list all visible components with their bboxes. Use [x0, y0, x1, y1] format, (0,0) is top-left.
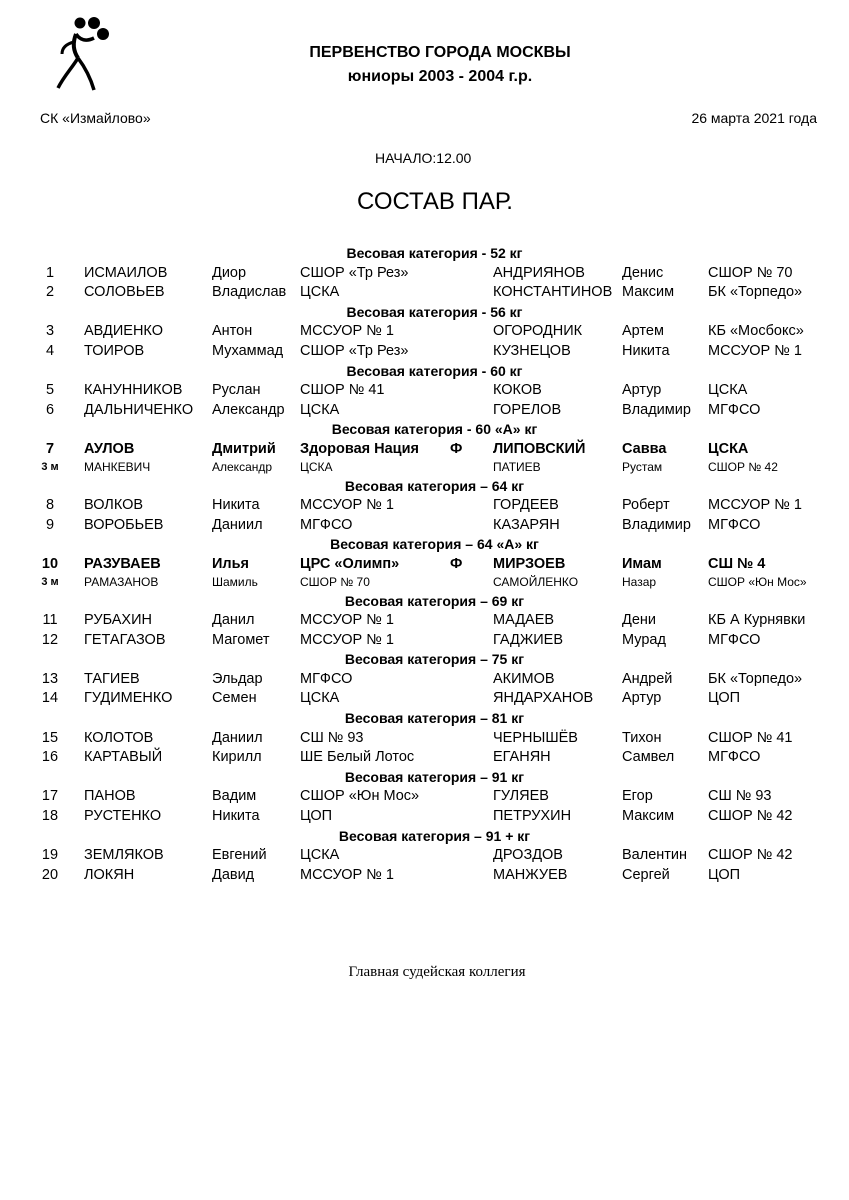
red-club: ЦСКА [300, 284, 340, 301]
blue-club: СШОР «Юн Мос» [708, 574, 807, 589]
bout-number: 14 [41, 690, 59, 707]
pairs-table [0, 244, 849, 885]
pair-row [0, 401, 849, 421]
blue-lastname: САМОЙЛЕНКО [493, 574, 579, 589]
weight-category-label: Весовая категория – 69 кг [344, 592, 525, 609]
weight-category-label: Весовая категория – 91 + кг [338, 827, 531, 844]
blue-club: МГФСО [708, 631, 761, 648]
pair-row [0, 496, 849, 516]
weight-category [0, 535, 849, 555]
bout-number: 17 [41, 788, 59, 805]
red-firstname: Руслан [212, 382, 261, 399]
red-lastname: РАЗУВАЕВ [84, 555, 161, 572]
blue-club: СШОР № 41 [708, 729, 793, 746]
blue-firstname: Мурад [622, 631, 666, 648]
red-lastname: ГУДИМЕНКО [84, 690, 173, 707]
red-firstname: Семен [212, 690, 257, 707]
bout-number: 9 [45, 516, 55, 533]
red-lastname: КАРТАВЫЙ [84, 749, 163, 766]
blue-firstname: Андрей [622, 670, 673, 687]
bout-number: 12 [41, 631, 59, 648]
document-subtitle: юниоры 2003 - 2004 г.р. [347, 68, 533, 85]
red-lastname: ВОРОБЬЕВ [84, 516, 164, 533]
pair-row [0, 670, 849, 690]
red-club: СШОР «Тр Рез» [300, 264, 409, 281]
red-firstname: Даниил [212, 516, 263, 533]
pair-row [0, 807, 849, 827]
bout-number: 4 [45, 342, 55, 359]
pair-row [0, 846, 849, 866]
weight-category [0, 827, 849, 847]
pair-row [0, 748, 849, 768]
blue-lastname: ДРОЗДОВ [493, 847, 563, 864]
red-lastname: СОЛОВЬЕВ [84, 284, 165, 301]
bout-number: 1 [45, 264, 55, 281]
blue-lastname: ГАДЖИЕВ [493, 631, 564, 648]
red-club: СШОР № 70 [300, 574, 370, 589]
start-time: НАЧАЛО:12.00 [375, 150, 472, 166]
blue-firstname: Егор [622, 788, 653, 805]
red-lastname: МАНКЕВИЧ [84, 459, 151, 474]
blue-club: БК «Торпедо» [708, 670, 803, 687]
red-club: МГФСО [300, 516, 353, 533]
date-label: 26 марта 2021 года [691, 110, 817, 126]
red-lastname: ТОИРОВ [84, 342, 145, 359]
weight-category-label: Весовая категория - 60 кг [346, 362, 523, 379]
red-club: МССУОР № 1 [300, 631, 394, 648]
red-lastname: ПАНОВ [84, 788, 136, 805]
final-mark: Ф [450, 555, 463, 572]
red-firstname: Давид [212, 866, 255, 883]
pair-row [0, 866, 849, 886]
pair-row [0, 689, 849, 709]
blue-lastname: МАДАЕВ [493, 612, 555, 629]
weight-category-label: Весовая категория – 75 кг [344, 651, 525, 668]
pair-row [0, 440, 849, 460]
bout-number: 3 [45, 323, 55, 340]
bout-number: 8 [45, 497, 55, 514]
blue-firstname: Никита [622, 342, 670, 359]
document-title: ПЕРВЕНСТВО ГОРОДА МОСКВЫ [309, 44, 571, 61]
weight-category-label: Весовая категория – 81 кг [344, 710, 525, 727]
blue-firstname: Рустам [622, 459, 663, 474]
blue-firstname: Имам [622, 555, 662, 572]
pair-row [0, 283, 849, 303]
red-lastname: ИСМАИЛОВ [84, 264, 168, 281]
blue-firstname: Артур [622, 382, 662, 399]
blue-club: СШ № 4 [708, 555, 766, 572]
red-club: СШОР «Юн Мос» [300, 788, 420, 805]
blue-firstname: Валентин [622, 847, 688, 864]
red-firstname: Мухаммад [212, 342, 284, 359]
blue-club: ЦСКА [708, 382, 748, 399]
red-lastname: АВДИЕНКО [84, 323, 163, 340]
weight-category-label: Весовая категория – 64 «А» кг [330, 536, 539, 553]
third-place-row [0, 575, 849, 592]
bout-number: 13 [41, 670, 59, 687]
blue-lastname: МАНЖУЕВ [493, 866, 568, 883]
weight-category [0, 420, 849, 440]
blue-firstname: Максим [622, 284, 675, 301]
pair-row [0, 381, 849, 401]
red-club: ЦОП [300, 808, 333, 825]
blue-lastname: АКИМОВ [493, 670, 555, 687]
blue-firstname: Владимир [622, 516, 691, 533]
red-club: ЦСКА [300, 690, 340, 707]
blue-firstname: Максим [622, 808, 675, 825]
blue-club: МССУОР № 1 [708, 497, 802, 514]
red-lastname: ВОЛКОВ [84, 497, 144, 514]
footer-signature: Главная судейская коллегия [348, 964, 526, 980]
red-firstname: Никита [212, 497, 260, 514]
weight-category [0, 709, 849, 729]
red-firstname: Эльдар [212, 670, 263, 687]
red-club: МССУОР № 1 [300, 612, 394, 629]
blue-lastname: КУЗНЕЦОВ [493, 342, 571, 359]
red-lastname: ЛОКЯН [84, 866, 135, 883]
weight-category-label: Весовая категория – 91 кг [344, 768, 525, 785]
blue-lastname: ЯНДАРХАНОВ [493, 690, 594, 707]
blue-lastname: КОНСТАНТИНОВ [493, 284, 613, 301]
red-firstname: Вадим [212, 788, 257, 805]
red-club: МССУОР № 1 [300, 866, 394, 883]
blue-firstname: Артур [622, 690, 662, 707]
red-club: СШОР № 41 [300, 382, 385, 399]
red-lastname: АУЛОВ [84, 440, 135, 457]
red-firstname: Илья [212, 555, 250, 572]
blue-club: КБ «Мосбокс» [708, 323, 804, 340]
bout-number: 20 [41, 866, 59, 883]
red-firstname: Никита [212, 808, 260, 825]
blue-club: СШ № 93 [708, 788, 772, 805]
page-heading: СОСТАВ ПАР. [357, 188, 513, 215]
weight-category [0, 592, 849, 612]
pair-row [0, 264, 849, 284]
blue-lastname: ЛИПОВСКИЙ [493, 440, 586, 457]
weight-category [0, 650, 849, 670]
blue-lastname: ЧЕРНЫШЁВ [493, 729, 578, 746]
red-club: МССУОР № 1 [300, 323, 394, 340]
red-club: ЦРС «Олимп» [300, 555, 400, 572]
red-lastname: КОЛОТОВ [84, 729, 154, 746]
bout-number: 19 [41, 847, 59, 864]
blue-lastname: ПЕТРУХИН [493, 808, 572, 825]
bout-number: 7 [45, 440, 55, 457]
bout-number: 5 [45, 382, 55, 399]
pair-row [0, 342, 849, 362]
blue-lastname: КАЗАРЯН [493, 516, 560, 533]
red-club: ЦСКА [300, 401, 340, 418]
blue-firstname: Самвел [622, 749, 675, 766]
pair-row [0, 555, 849, 575]
red-firstname: Владислав [212, 284, 287, 301]
blue-lastname: КОКОВ [493, 382, 542, 399]
blue-club: БК «Торпедо» [708, 284, 803, 301]
blue-club: ЦСКА [708, 440, 749, 457]
blue-firstname: Сергей [622, 866, 670, 883]
blue-lastname: ГУЛЯЕВ [493, 788, 549, 805]
red-firstname: Кирилл [212, 749, 262, 766]
weight-category [0, 303, 849, 323]
bout-number: 3 м [41, 460, 59, 473]
red-lastname: ЗЕМЛЯКОВ [84, 847, 164, 864]
red-firstname: Александр [212, 459, 273, 474]
weight-category-label: Весовая категория - 60 «А» кг [331, 421, 538, 438]
bout-number: 10 [41, 555, 59, 572]
pair-row [0, 322, 849, 342]
blue-firstname: Назар [622, 574, 657, 589]
blue-club: МССУОР № 1 [708, 342, 802, 359]
weight-category [0, 477, 849, 497]
blue-club: МГФСО [708, 401, 761, 418]
blue-lastname: ГОРЕЛОВ [493, 401, 562, 418]
bout-number: 11 [42, 612, 58, 629]
final-mark: Ф [450, 440, 463, 457]
pair-row [0, 631, 849, 651]
red-firstname: Евгений [212, 847, 267, 864]
bout-number: 18 [41, 808, 59, 825]
red-lastname: ТАГИЕВ [84, 670, 140, 687]
red-lastname: РУСТЕНКО [84, 808, 162, 825]
blue-firstname: Роберт [622, 497, 670, 514]
red-club: СШОР «Тр Рез» [300, 342, 409, 359]
bout-number: 2 [45, 284, 55, 301]
red-lastname: РАМАЗАНОВ [84, 574, 159, 589]
red-firstname: Дмитрий [212, 440, 276, 457]
red-club: СШ № 93 [300, 729, 364, 746]
red-firstname: Данил [212, 612, 255, 629]
blue-firstname: Артем [622, 323, 664, 340]
blue-club: СШОР № 42 [708, 808, 793, 825]
bout-number: 3 м [41, 575, 59, 588]
red-lastname: ГЕТАГАЗОВ [84, 631, 166, 648]
pair-row [0, 729, 849, 749]
red-firstname: Александр [212, 401, 285, 418]
pair-row [0, 787, 849, 807]
blue-lastname: ОГОРОДНИК [493, 323, 583, 340]
blue-club: ЦОП [708, 866, 741, 883]
blue-firstname: Савва [622, 440, 667, 457]
red-firstname: Даниил [212, 729, 263, 746]
red-firstname: Диор [212, 264, 247, 281]
venue-label: СК «Измайлово» [40, 110, 151, 126]
blue-firstname: Дени [622, 612, 656, 629]
red-lastname: РУБАХИН [84, 612, 152, 629]
blue-club: СШОР № 42 [708, 459, 778, 474]
weight-category [0, 362, 849, 382]
blue-club: ЦОП [708, 690, 741, 707]
red-club: МССУОР № 1 [300, 497, 394, 514]
red-club: ЦСКА [300, 847, 340, 864]
red-lastname: ДАЛЬНИЧЕНКО [84, 401, 194, 418]
blue-lastname: МИРЗОЕВ [493, 555, 566, 572]
pair-row [0, 611, 849, 631]
weight-category-label: Весовая категория – 64 кг [344, 477, 525, 494]
blue-lastname: ЕГАНЯН [493, 749, 551, 766]
blue-lastname: ПАТИЕВ [493, 459, 541, 474]
blue-lastname: ГОРДЕЕВ [493, 497, 559, 514]
weight-category-label: Весовая категория - 56 кг [346, 303, 523, 320]
third-place-row [0, 460, 849, 477]
red-firstname: Шамиль [212, 574, 258, 589]
red-firstname: Антон [212, 323, 253, 340]
blue-firstname: Денис [622, 264, 664, 281]
bout-number: 6 [45, 401, 55, 418]
red-firstname: Магомет [212, 631, 270, 648]
bout-number: 15 [41, 729, 59, 746]
weight-category-label: Весовая категория - 52 кг [346, 245, 523, 261]
blue-firstname: Тихон [622, 729, 662, 746]
blue-club: КБ А Курнявки [708, 612, 806, 629]
red-club: ШЕ Белый Лотос [300, 749, 415, 766]
weight-category [0, 768, 849, 788]
blue-lastname: АНДРИЯНОВ [493, 264, 585, 281]
red-lastname: КАНУННИКОВ [84, 382, 183, 399]
blue-club: СШОР № 42 [708, 847, 793, 864]
red-club: Здоровая Нация [300, 440, 419, 457]
blue-firstname: Владимир [622, 401, 691, 418]
blue-club: МГФСО [708, 749, 761, 766]
red-club: МГФСО [300, 670, 353, 687]
blue-club: МГФСО [708, 516, 761, 533]
blue-club: СШОР № 70 [708, 264, 793, 281]
boxer-icon [50, 12, 112, 92]
bout-number: 16 [41, 749, 59, 766]
red-club: ЦСКА [300, 459, 333, 474]
pair-row [0, 516, 849, 536]
weight-category [0, 244, 849, 264]
